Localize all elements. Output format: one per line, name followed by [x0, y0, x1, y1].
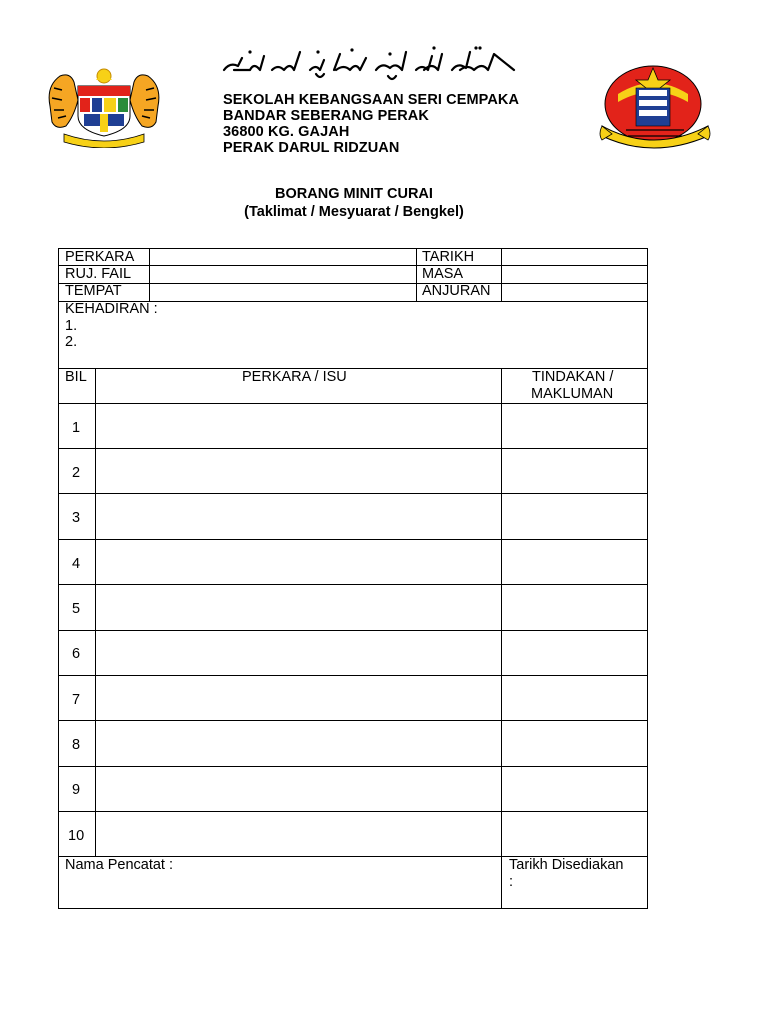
school-address: [223, 92, 519, 156]
coat-of-arms-logo: [44, 66, 164, 148]
tarikh-label: TARIKH: [422, 249, 475, 265]
nama-pencatat-label: Nama Pencatat :: [65, 857, 173, 873]
tarikh-disediakan-label: Tarikh Disediakan: [509, 857, 624, 873]
col-perkara-header: PERKARA / ISU: [242, 369, 347, 385]
school-state-line: PERAK DARUL RIDZUAN: [223, 140, 400, 156]
tempat-field[interactable]: [150, 284, 416, 301]
perkara-field[interactable]: [150, 249, 416, 265]
anjuran-field[interactable]: [502, 284, 647, 301]
info-col-divider: [416, 248, 417, 302]
masa-label: MASA: [422, 266, 464, 282]
form-subtitle: (Taklimat / Mesyuarat / Bengkel): [244, 204, 464, 220]
school-badge-icon: [598, 64, 712, 154]
masa-field[interactable]: [502, 266, 647, 283]
row-number-3: 3: [72, 510, 81, 526]
anjuran-label: ANJURAN: [422, 283, 491, 299]
attendance-item: 2.: [65, 334, 78, 350]
row-number-10: 10: [68, 828, 85, 844]
col-makluman-header: MAKLUMAN: [531, 386, 614, 402]
footer-col-divider: [501, 856, 502, 909]
col-bil-header: BIL: [65, 369, 87, 385]
row-number-5: 5: [72, 601, 81, 617]
nama-pencatat-field[interactable]: [59, 874, 501, 908]
row-number-8: 8: [72, 737, 81, 753]
school-badge-logo: [598, 64, 712, 154]
ruj-fail-label: RUJ. FAIL: [65, 266, 132, 282]
tempat-label: TEMPAT: [65, 283, 122, 299]
row-number-7: 7: [72, 692, 81, 708]
jawi-school-name: [220, 40, 520, 85]
perkara-label: PERKARA: [65, 249, 135, 265]
items-row-divider: [58, 811, 648, 812]
tarikh-field[interactable]: [502, 249, 647, 265]
row-number-6: 6: [72, 646, 81, 662]
coat-of-arms-icon: [44, 66, 164, 148]
row-number-1: 1: [72, 420, 81, 436]
tarikh-disediakan-field[interactable]: [520, 874, 647, 908]
tindakan-cell[interactable]: [502, 404, 647, 811]
jawi-calligraphy-icon: [220, 40, 520, 85]
row-number-9: 9: [72, 782, 81, 798]
col-tindakan-header: TINDAKAN /: [532, 369, 614, 385]
school-town-line: BANDAR SEBERANG PERAK: [223, 108, 429, 124]
row-number-4: 4: [72, 556, 81, 572]
school-postcode-line: 36800 KG. GAJAH: [223, 124, 350, 140]
form-title: BORANG MINIT CURAI: [275, 186, 433, 202]
school-name-line: SEKOLAH KEBANGSAAN SERI CEMPAKA: [223, 92, 520, 108]
tarikh-disediakan-colon: :: [509, 874, 514, 890]
row-number-2: 2: [72, 465, 81, 481]
perkara-isu-cell[interactable]: [96, 404, 501, 811]
attendance-item: 1.: [65, 318, 78, 334]
attendance-label: KEHADIRAN :: [65, 301, 158, 317]
ruj-fail-field[interactable]: [150, 266, 416, 283]
